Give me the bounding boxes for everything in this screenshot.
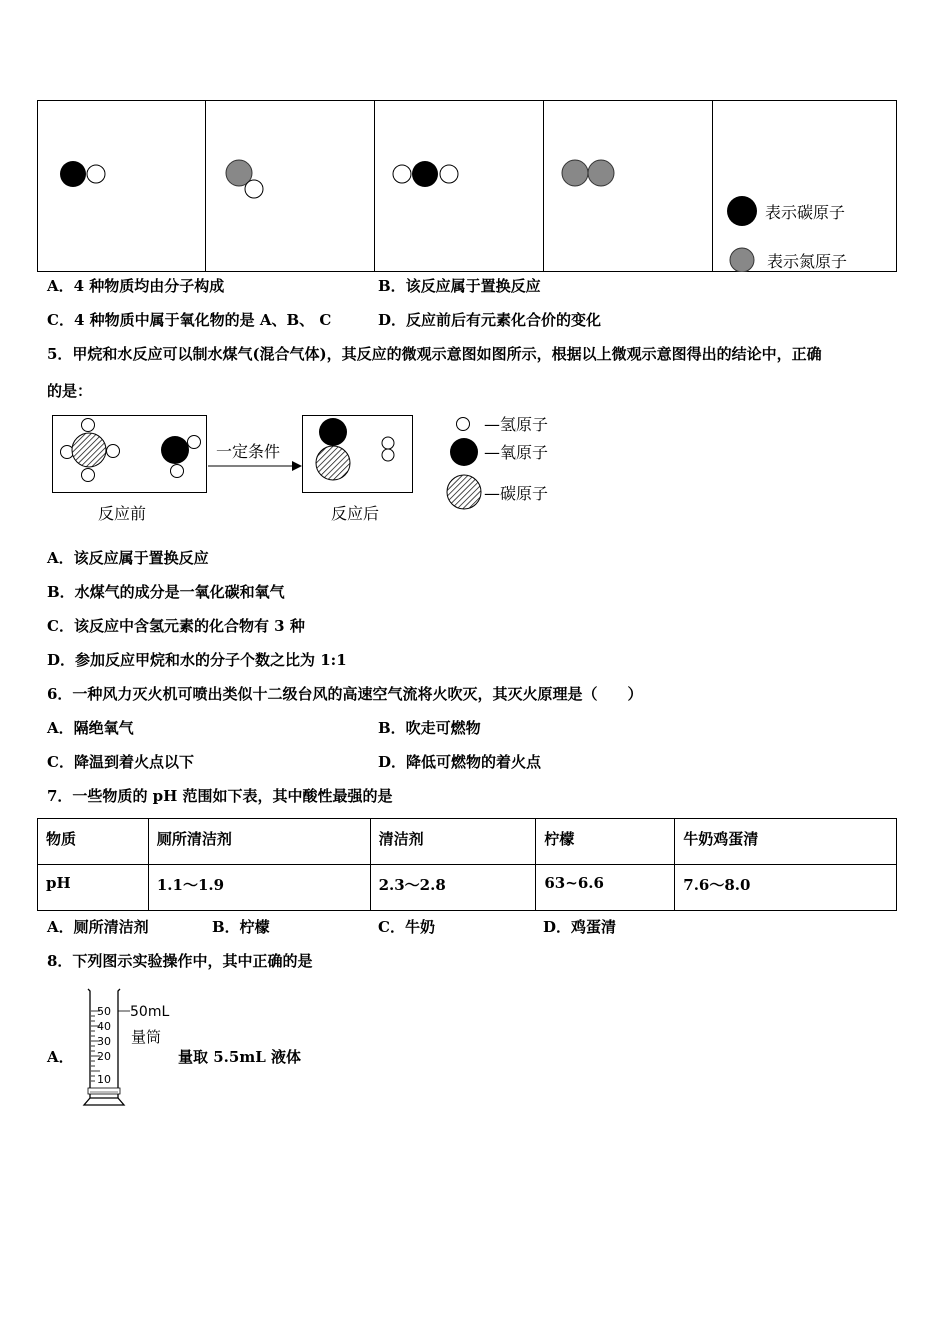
tick-label: 30 xyxy=(97,1035,111,1048)
legend-oxygen-label: —氧原子 xyxy=(484,443,549,462)
carbon-atom-legend-icon xyxy=(447,475,481,509)
q5-option-b[interactable]: B．水煤气的成分是一氧化碳和氧气 xyxy=(47,583,285,601)
graduated-cylinder-figure xyxy=(78,985,178,1110)
oxygen-atom-legend-icon xyxy=(450,438,478,466)
table-cell: 柠檬 xyxy=(536,819,675,865)
legend-carbon-label: —碳原子 xyxy=(484,484,549,503)
q6-option-b[interactable]: B．吹走可燃物 xyxy=(378,719,481,737)
before-label: 反应前 xyxy=(98,504,147,523)
legend-carbon-label: 表示碳原子 xyxy=(765,203,846,222)
table-cell: 清洁剂 xyxy=(370,819,536,865)
table-cell: 7.6～8.0 xyxy=(675,865,897,911)
q7-option-b[interactable]: B．柠檬 xyxy=(212,918,270,936)
reaction-condition: 一定条件 xyxy=(216,442,281,461)
cylinder-name: 量筒 xyxy=(131,1028,162,1046)
h2-molecule xyxy=(382,437,394,461)
table-row xyxy=(38,865,897,911)
water-molecule xyxy=(161,436,201,478)
methane-molecule xyxy=(61,419,120,482)
q7-option-a[interactable]: A．厕所清洁剂 xyxy=(47,918,149,936)
q4-figure xyxy=(37,100,897,272)
molecule-a xyxy=(60,161,105,187)
hydrogen-atom-legend-icon xyxy=(457,418,470,431)
ph-table xyxy=(37,818,897,911)
q4-option-a[interactable]: A．4 种物质均由分子构成 xyxy=(47,277,225,295)
q5-figure xyxy=(40,405,580,530)
q5-stem-line2: 的是： xyxy=(47,382,93,400)
co-molecule xyxy=(316,418,350,480)
carbon-atom-legend-icon xyxy=(727,196,757,226)
tick-label: 10 xyxy=(97,1073,111,1086)
table-cell: 2.3～2.8 xyxy=(370,865,536,911)
table-cell: 牛奶鸡蛋清 xyxy=(675,819,897,865)
tick-label: 20 xyxy=(97,1050,111,1063)
after-label: 反应后 xyxy=(331,504,380,523)
table-cell: 63~6.6 xyxy=(536,865,675,911)
q7-option-c[interactable]: C．牛奶 xyxy=(378,918,435,936)
tick-label: 50 xyxy=(97,1005,111,1018)
nitrogen-atom-legend-icon xyxy=(730,248,754,272)
graduated-cylinder xyxy=(78,985,178,1110)
q6-option-c[interactable]: C．降温到着火点以下 xyxy=(47,753,194,771)
q4-option-b[interactable]: B．该反应属于置换反应 xyxy=(378,277,541,295)
table-cell: 1.1～1.9 xyxy=(148,865,370,911)
cylinder-capacity: 50mL xyxy=(130,1004,170,1020)
molecule-b xyxy=(226,160,263,198)
molecule-c xyxy=(393,161,458,187)
q5-reaction-diagram xyxy=(40,405,580,530)
q8-option-a-text[interactable]: 量取 5.5mL 液体 xyxy=(178,1048,301,1066)
molecule-d xyxy=(562,160,614,186)
q5-option-a[interactable]: A．该反应属于置换反应 xyxy=(47,549,209,567)
q4-option-d[interactable]: D．反应前后有元素化合价的变化 xyxy=(378,311,602,329)
q5-stem-line1: 5．甲烷和水反应可以制水煤气(混合气体)，其反应的微观示意图如图所示，根据以上微观示意图得出的结论中，正确 xyxy=(47,345,822,363)
q6-option-d[interactable]: D．降低可燃物的着火点 xyxy=(378,753,542,771)
q8-option-a-letter[interactable]: A． xyxy=(47,1048,74,1066)
q7-stem: 7．一些物质的 pH 范围如下表，其中酸性最强的是 xyxy=(47,787,393,805)
q8-stem: 8．下列图示实验操作中，其中正确的是 xyxy=(47,952,313,970)
q4-option-c[interactable]: C．4 种物质中属于氧化物的是 A、B、 C xyxy=(47,311,332,329)
tick-label: 40 xyxy=(97,1020,111,1033)
table-cell: 物质 xyxy=(38,819,149,865)
q6-option-a[interactable]: A．隔绝氧气 xyxy=(47,719,134,737)
legend-nitrogen-label: 表示氮原子 xyxy=(767,252,848,271)
q4-molecule-panels xyxy=(37,100,897,272)
q7-option-d[interactable]: D．鸡蛋清 xyxy=(543,918,617,936)
q5-option-d[interactable]: D．参加反应甲烷和水的分子个数之比为 1:1 xyxy=(47,651,347,669)
table-header-row xyxy=(38,819,897,865)
legend-hydrogen-label: —氢原子 xyxy=(484,415,549,434)
table-cell: pH xyxy=(38,865,149,911)
q6-stem: 6．一种风力灭火机可喷出类似十二级台风的高速空气流将火吹灭，其灭火原理是（ ） xyxy=(47,685,643,703)
table-cell: 厕所清洁剂 xyxy=(148,819,370,865)
q5-option-c[interactable]: C．该反应中含氢元素的化合物有 3 种 xyxy=(47,617,305,635)
